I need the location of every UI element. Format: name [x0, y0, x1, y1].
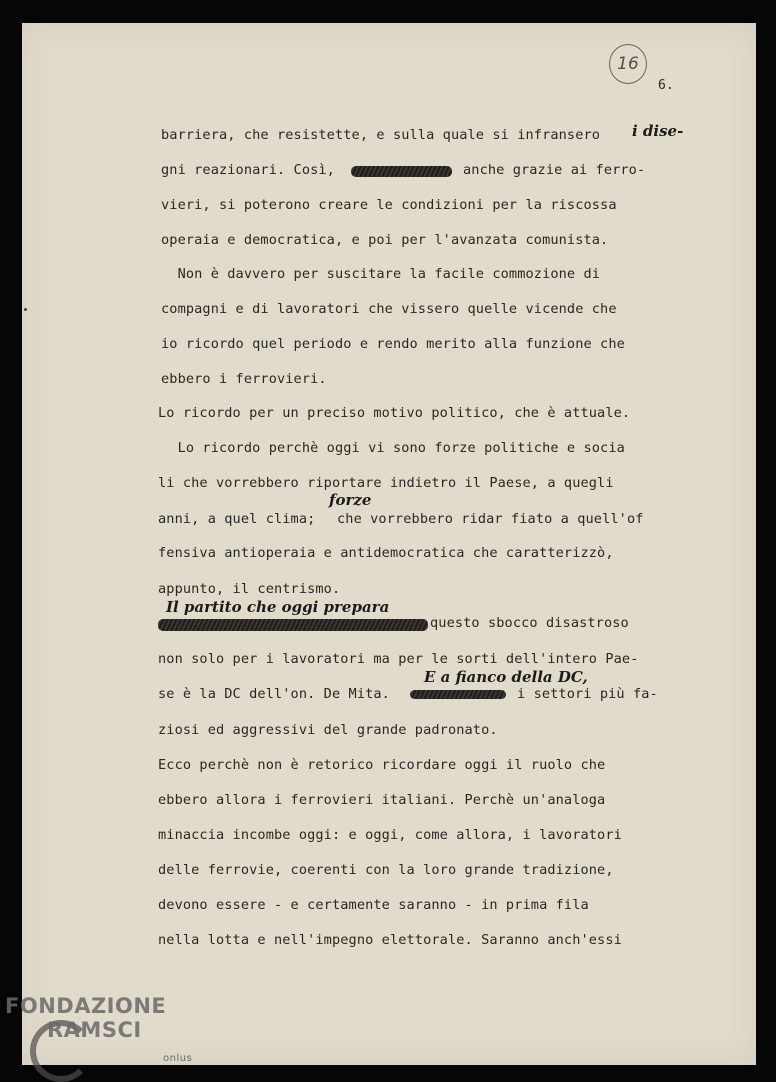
text-line: ebbero allora i ferrovieri italiani. Perchè un'analoga [158, 792, 606, 808]
text-line: Non è davvero per suscitare la facile commozione di [161, 266, 601, 282]
text-line: devono essere - e certamente saranno - in prima fila [158, 897, 589, 913]
text-line: Lo ricordo perchè oggi vi sono forze politiche e socia [161, 440, 625, 456]
strikethrough-scribble [351, 166, 452, 177]
text-line: compagni e di lavoratori che vissero quelle vicende che [161, 301, 617, 317]
watermark-suffix: onlus [163, 1053, 193, 1064]
page-number: 6. [658, 78, 674, 93]
watermark-logo [5, 994, 193, 1064]
strikethrough-scribble [410, 690, 506, 699]
text-line: i settori più fa- [517, 686, 658, 702]
watermark-line2: RAMSCI [47, 1018, 142, 1042]
text-line: delle ferrovie, coerenti con la loro grande tradizione, [158, 862, 614, 878]
watermark-line1: FONDAZIONE [5, 994, 167, 1018]
strikethrough-scribble [158, 619, 428, 631]
text-line: anni, a quel clima; [158, 511, 316, 527]
text-line: vieri, si poterono creare le condizioni per la riscossa [161, 197, 617, 213]
text-line: che vorrebbero ridar fiato a quell'of [337, 511, 644, 527]
text-line: barriera, che resistette, e sulla quale si infransero [161, 127, 601, 143]
text-line: appunto, il centrismo. [158, 581, 341, 597]
handwritten-insertion: forze [329, 491, 372, 509]
text-line: se è la DC dell'on. De Mita. [158, 686, 390, 702]
text-line: ziosi ed aggressivi del grande padronato. [158, 722, 498, 738]
text-line: nella lotta e nell'impegno elettorale. Saranno anch'essi [158, 932, 622, 948]
text-line: questo sbocco disastroso [430, 615, 629, 631]
text-line: Lo ricordo per un preciso motivo politico, che è attuale. [158, 405, 631, 421]
text-line: anche grazie ai ferro- [463, 162, 646, 178]
text-line: Ecco perchè non è retorico ricordare oggi il ruolo che [158, 757, 606, 773]
text-line: fensiva antioperaia e antidemocratica che caratterizzò, [158, 545, 614, 561]
text-line: minaccia incombe oggi: e oggi, come allora, i lavoratori [158, 827, 622, 843]
text-line: non solo per i lavoratori ma per le sorti dell'intero Pae- [158, 651, 639, 667]
text-line: gni reazionari. Così, [161, 162, 335, 178]
text-line: operaia e democratica, e poi per l'avanzata comunista. [161, 232, 609, 248]
text-line: io ricordo quel periodo e rendo merito alla funzione che [161, 336, 625, 352]
handwritten-insertion: E a fianco della DC, [424, 668, 588, 686]
text-line: li che vorrebbero riportare indietro il Paese, a quegli [158, 475, 614, 491]
punch-mark [24, 308, 27, 311]
handwritten-insertion: Il partito che oggi prepara [166, 598, 390, 616]
handwritten-correction: i dise- [632, 122, 684, 140]
archive-number-stamp: 16 [609, 44, 647, 84]
text-line: ebbero i ferrovieri. [161, 371, 327, 387]
